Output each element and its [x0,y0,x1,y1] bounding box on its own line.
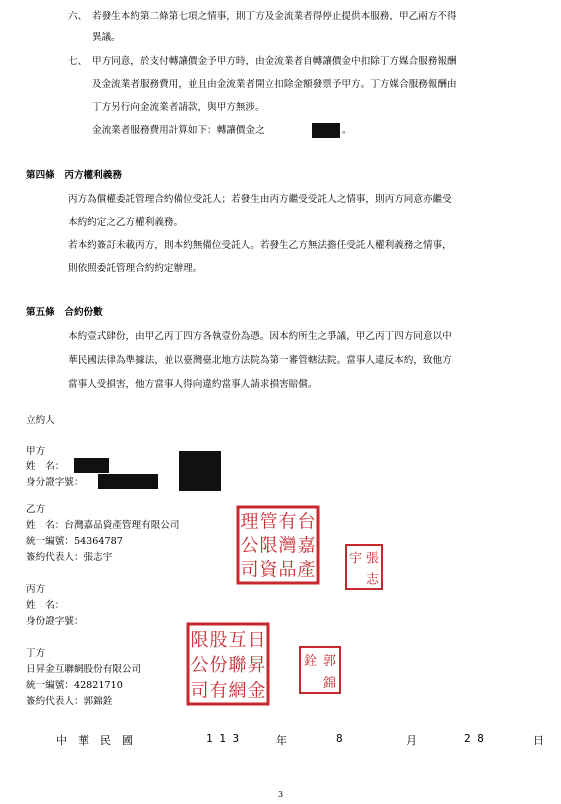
clause-7-line-2: 及金流業者服務費用，並且由金流業者開立扣除金額發票予甲方。丁方媒合服務報酬由 [92,79,457,90]
clause-6-number: 六、 [68,11,88,22]
seal-character: 銓 [303,654,318,670]
party-d-personal-seal [298,645,342,695]
date-year-label: 年 [276,734,287,747]
seal-character: 限 [259,535,278,557]
signatories-title: 立約人 [26,415,55,426]
clause-7-line-3: 丁方另行向金流業者請款，與甲方無涉。 [92,102,265,113]
seal-character: 郭 [322,654,337,670]
seal-character: 網 [228,680,247,702]
seal-character: 公 [240,535,259,557]
clause-6-line-1: 若發生本約第二條第七項之情事，則丁方及金流業者得停止提供本服務，甲乙兩方不得 [92,11,457,22]
seal-character: 品 [278,559,297,581]
party-a-label: 甲方 [26,446,46,457]
party-b-personal-seal [344,543,384,591]
date-era: 中 華 民 國 [56,734,133,747]
seal-character: 日 [247,629,266,651]
clause-7-number: 七、 [68,56,88,67]
date-month-label: 月 [406,734,417,747]
clause-7-line-4: 金流業者服務費用計算如下：轉讓價金之 [92,125,265,136]
clause-6-line-2: 異議。 [92,32,121,43]
party-d-company-seal [186,622,270,706]
date-day-label: 日 [533,734,544,747]
clause-7-line-1: 甲方同意，於支付轉讓價金予甲方時，由金流業者自轉讓價金中扣除丁方媒合服務報酬 [92,56,457,67]
article-5-heading: 第五條 合約份數 [26,307,103,318]
party-b-representative-line: 簽約代表人：張志宇 [26,552,113,563]
party-a-id-label: 身分證字號： [26,477,84,488]
seal-character: 有 [278,511,297,533]
party-a-name-redaction [74,458,109,473]
date-month: 8 [336,732,343,745]
party-b-name-line: 姓 名：台灣嘉品資產管理有限公司 [26,520,180,531]
article-5-line-2: 華民國法律為準據法，並以臺灣臺北地方法院為第一審管轄法院。當事人違反本約，致他方 [68,355,452,366]
fee-redaction [312,123,340,138]
seal-character: 股 [209,629,228,651]
party-d-tax-id-line: 統一編號：42821710 [26,680,123,691]
seal-character: 司 [190,680,209,702]
seal-character: 錦 [322,676,337,692]
seal-character: 灣 [278,535,297,557]
party-c-name-label: 姓 名： [26,600,65,611]
seal-character: 聯 [228,655,247,677]
party-d-representative-line: 簽約代表人：郭錦銓 [26,696,113,707]
seal-character: 志 [365,572,380,588]
seal-character: 台 [297,511,316,533]
page-number: 3 [278,790,284,799]
seal-character: 有 [209,680,228,702]
seal-character: 昇 [247,655,266,677]
party-c-id-label: 身份證字號： [26,616,84,627]
clause-7-line-4-end: 。 [342,125,352,136]
seal-character: 司 [240,559,259,581]
article-4-p1-line-1: 丙方為償權委託管理合約備位受託人；若發生由丙方繼受受託人之情事，則丙方同意亦繼受 [68,194,452,205]
party-d-company-line: 日昇金互聯網股份有限公司 [26,664,142,675]
seal-character: 理 [240,511,259,533]
seal-character: 互 [228,629,247,651]
party-a-name-label: 姓 名： [26,461,65,472]
seal-character: 公 [190,655,209,677]
seal-character: 資 [259,559,278,581]
seal-character: 張 [365,551,380,567]
seal-character: 金 [247,680,266,702]
article-4-p1-line-2: 本約約定之乙方權利義務。 [68,217,184,228]
article-5-line-1: 本約壹式肆份，由甲乙丙丁四方各執壹份為憑。因本約所生之爭議，甲乙丙丁四方同意以中 [68,331,452,342]
party-b-tax-id-line: 統一編號：54364787 [26,536,123,547]
party-c-label: 丙方 [26,584,46,595]
seal-character: 產 [297,559,316,581]
seal-character: 嘉 [297,535,316,557]
party-a-id-redaction [98,474,158,489]
party-a-seal-redaction [179,451,221,491]
seal-character: 份 [209,655,228,677]
seal-character: 管 [259,511,278,533]
seal-character: 限 [190,629,209,651]
party-b-label: 乙方 [26,504,46,515]
article-5-line-3: 當事人受損害，他方當事人得向違約當事人請求損害賠償。 [68,379,318,390]
article-4-p2-line-2: 則依照委託管理合約約定辦理。 [68,263,203,274]
party-d-label: 丁方 [26,648,46,659]
seal-character: 宇 [348,551,363,567]
article-4-heading: 第四條 丙方權利義務 [26,170,122,181]
date-year: 1 1 3 [206,732,240,745]
article-4-p2-line-1: 若本約簽訂未載丙方，則本約無備位受託人。若發生乙方無法擔任受託人權利義務之情事， [68,240,452,251]
party-b-company-seal [236,505,320,585]
date-day: 2 8 [464,732,484,745]
